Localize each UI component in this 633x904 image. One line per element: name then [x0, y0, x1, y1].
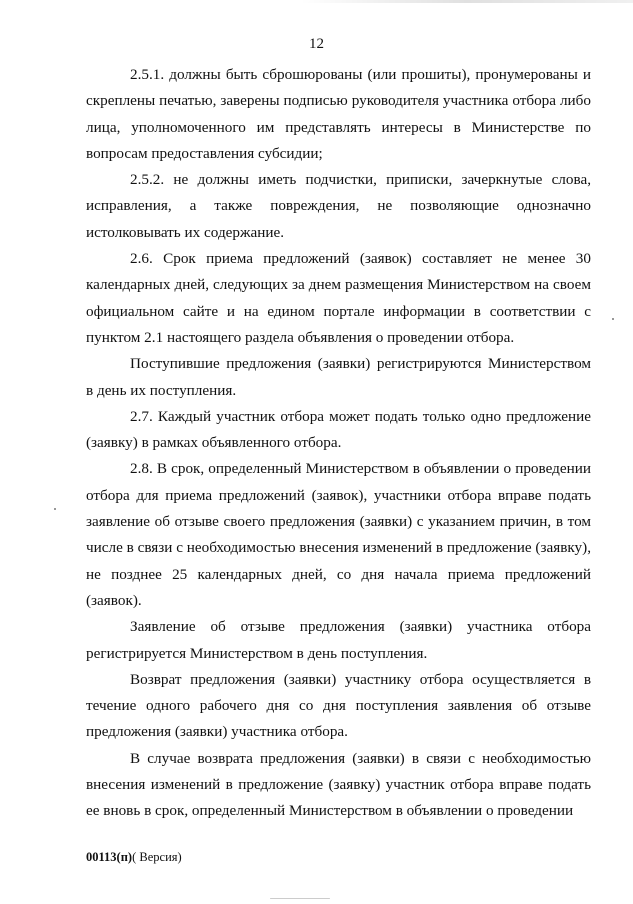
footer-code: [86, 850, 182, 865]
footer-version: ( Версия): [132, 850, 182, 864]
paragraph-2-8: 2.8. В срок, определенный Министерством в объявлении о проведении отбора для приема предложений (заявок), участники отбора вправе подать заявление об отзыве своего предложения (заявки) с указанием причин, в том числе в связи с необходимостью внесения изменений в предложение (заявку), не позднее 25 календарных дней, со дня начала приема предложений (заявок).: [86, 460, 591, 609]
scan-artifact-line: [300, 0, 633, 3]
paragraph-2-7: 2.7. Каждый участник отбора может подать только одно предложение (заявку) в рамках объявленного отбора.: [86, 407, 591, 452]
footer-document-code: 00113(п): [86, 850, 133, 864]
page-number: 12: [309, 36, 324, 52]
paragraph-2-6: 2.6. Срок приема предложений (заявок) составляет не менее 30 календарных дней, следующих за днем размещения Министерством на своем официальном сайте и на едином портале информации в соответствии с пунктом 2.1 настоящего раздела объявления о проведении отбора.: [86, 250, 591, 346]
paragraph-2-5-1: 2.5.1. должны быть сброшюрованы (или прошиты), пронумерованы и скреплены печатью, заверены подписью руководителя участника отбора либо лица, уполномоченного им представлять интересы в Министерстве по вопросам предоставления субсидии;: [86, 66, 591, 162]
scan-speck: [270, 898, 330, 899]
paragraph-withdrawal-registration: Заявление об отзыве предложения (заявки) участника отбора регистрируется Министерством в день поступления.: [86, 618, 591, 662]
scan-speck: [612, 318, 614, 320]
paragraph-2-5-2: 2.5.2. не должны иметь подчистки, приписки, зачеркнутые слова, исправления, а также повреждения, не позволяющие однозначно истолковывать их содержание.: [86, 171, 591, 241]
paragraph-resubmission: В случае возврата предложения (заявки) в связи с необходимостью внесения изменений в предложение (заявку) участник отбора вправе подать ее вновь в срок, определенный Министерством в объявлении о проведении: [86, 749, 591, 820]
scan-speck: [54, 508, 56, 510]
document-body: [86, 62, 591, 825]
paragraph-return: Возврат предложения (заявки) участнику отбора осуществляется в течение одного рабочего дня со дня поступления заявления об отзыве предложения (заявки) участника отбора.: [86, 670, 591, 741]
paragraph-registration: Поступившие предложения (заявки) регистрируются Министерством в день их поступления.: [86, 355, 591, 399]
